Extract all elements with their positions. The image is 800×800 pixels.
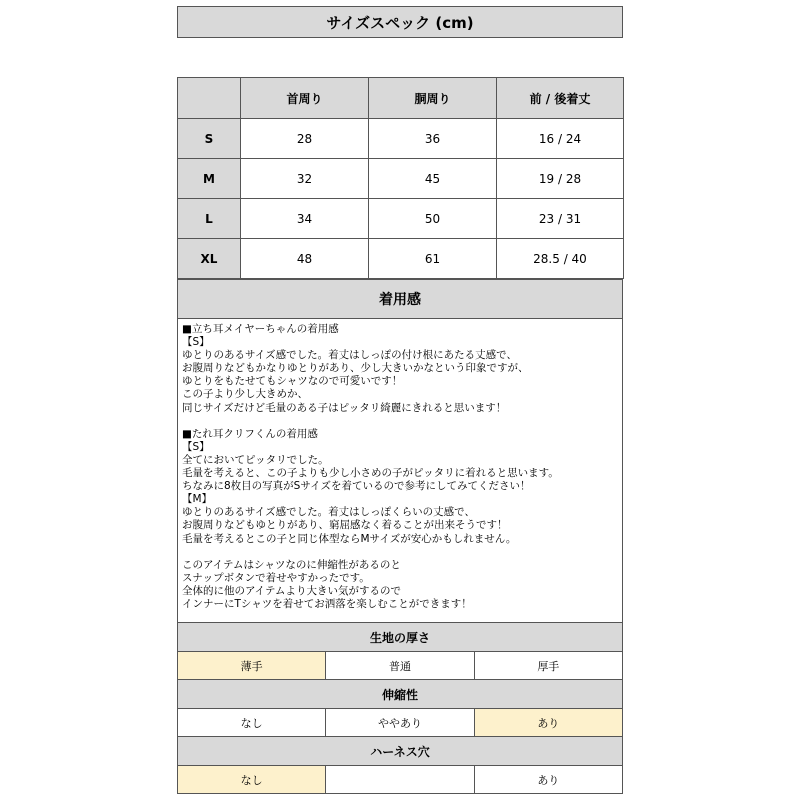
size-label: L [178,199,241,239]
stretch-option: あり [474,708,623,737]
header-cell-chest: 胴周り [369,78,497,119]
fit-feel-line: ちなみに8枚目の写真がSサイズを着ているので参考にしてみてください！ [182,480,531,493]
page-title: サイズスペック (cm) [177,6,623,38]
thickness-option: 厚手 [474,651,623,680]
table-row [178,199,624,239]
size-label: S [178,119,241,159]
fit-feel-line: 【S】 [182,336,210,349]
chest-value: 36 [369,119,497,159]
fit-feel-line: お腹周りなどもかなりゆとりがあり、少し大きいかなという印象ですが、 [182,362,529,375]
length-value: 19 / 28 [497,159,624,199]
thickness-options [177,651,623,680]
fit-feel-line: 同じサイズだけど毛量のある子はピッタリ綺麗にきれると思います！ [182,401,507,414]
thickness-option: 薄手 [177,651,326,680]
fit-feel-line: ゆとりのあるサイズ感でした。着丈はしっぽの付け根にあたる丈感で、 [182,349,517,362]
fit-feel-text [177,318,623,623]
length-value: 23 / 31 [497,199,624,239]
chest-value: 45 [369,159,497,199]
table-row [178,239,624,279]
fit-feel-line: 全体的に他のアイテムより大きい気がするので [182,584,402,597]
fit-feel-line: ■たれ耳クリフくんの着用感 [182,427,318,440]
header-cell-length: 前 / 後着丈 [497,78,624,119]
neck-value: 48 [241,239,369,279]
neck-value: 32 [241,159,369,199]
fit-feel-line: 【M】 [182,493,213,506]
chest-value: 50 [369,199,497,239]
fit-feel-line: この子より少し大きめか、 [182,388,308,401]
fit-feel-line: ■立ち耳メイヤーちゃんの着用感 [182,323,339,335]
neck-value: 34 [241,199,369,239]
length-value: 16 / 24 [497,119,624,159]
thickness-option: 普通 [325,651,474,680]
thickness-heading: 生地の厚さ [177,622,623,652]
fit-feel-heading: 着用感 [177,279,623,319]
fit-feel-line [182,546,622,559]
chest-value: 61 [369,239,497,279]
stretch-options [177,708,623,737]
size-spec-table [177,77,624,279]
stretch-option: ややあり [325,708,474,737]
fit-feel-line: お腹周りなどもゆとりがあり、窮屈感なく着ることが出来そうです！ [182,519,508,532]
fit-feel-line: このアイテムはシャツなのに伸縮性があるのと [182,558,401,571]
fit-feel-line: スナップボタンで着せやすかったです。 [182,571,370,584]
stretch-option: なし [177,708,326,737]
harness-heading: ハーネス穴 [177,736,623,766]
fit-feel-line: ゆとりをもたせてもシャツなので可愛いです！ [182,375,403,388]
table-row [178,119,624,159]
size-label: XL [178,239,241,279]
harness-option: あり [474,765,623,794]
harness-option: なし [177,765,326,794]
fit-feel-line: ゆとりのあるサイズ感でした。着丈はしっぽくらいの丈感で、 [182,506,475,519]
fit-feel-line: インナーにTシャツを着せてお洒落を楽しむことができます！ [182,597,472,610]
harness-option [325,765,474,794]
fit-feel-line: 毛量を考えるとこの子と同じ体型ならMサイズが安心かもしれません。 [182,532,517,545]
fit-feel-line: 【S】 [182,440,210,453]
length-value: 28.5 / 40 [497,239,624,279]
harness-options [177,765,623,794]
table-header-row [178,78,624,119]
header-cell [178,78,241,119]
size-label: M [178,159,241,199]
fit-feel-line [182,415,622,428]
neck-value: 28 [241,119,369,159]
header-cell-neck: 首周り [241,78,369,119]
stretch-heading: 伸縮性 [177,679,623,709]
fit-feel-line: 全てにおいてピッタリでした。 [182,453,329,466]
fit-feel-line: 毛量を考えると、この子よりも少し小さめの子がピッタリに着れると思います。 [182,467,559,480]
table-row [178,159,624,199]
